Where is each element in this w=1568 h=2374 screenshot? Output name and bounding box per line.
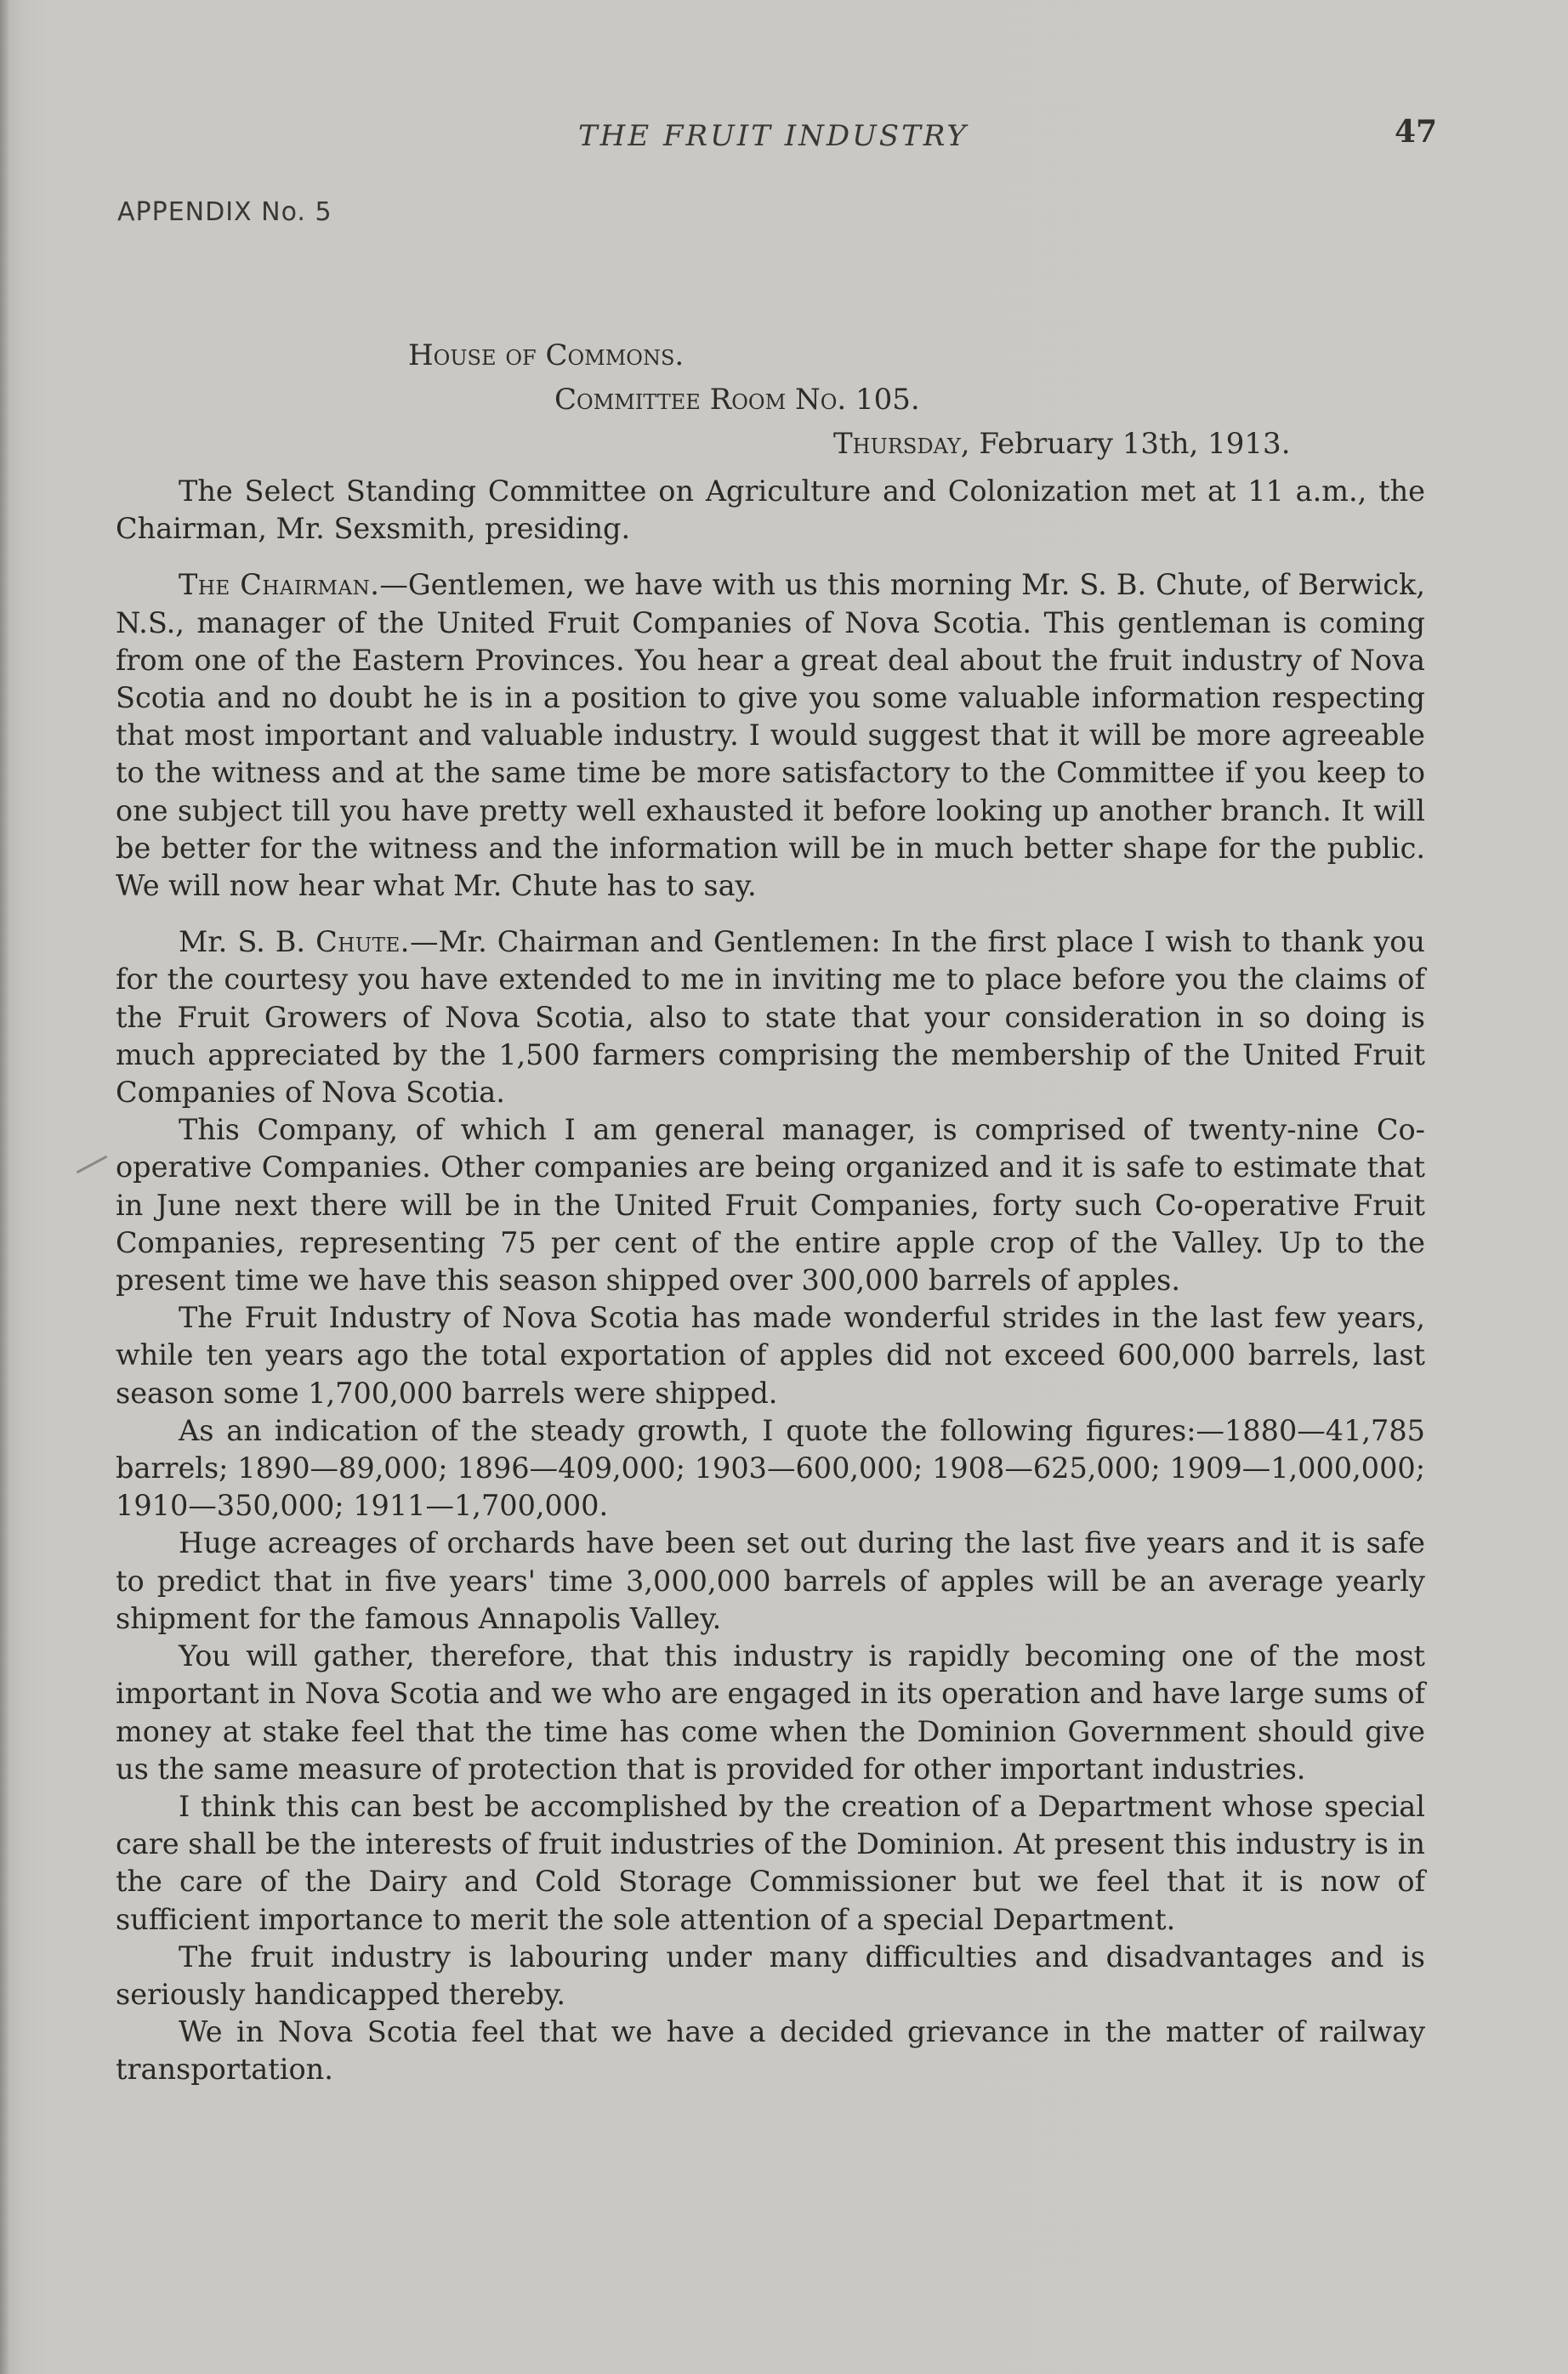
paragraph-department: I think this can best be accomplished by the creation of a Department whose special care shall be the interests of fruit industries of the Dominion. At present this industry is in the care of the Dairy and Cold Storage Commissioner but we feel that it is now of sufficient importance to merit the sole attention of a special Department. [116,1789,1425,1936]
chute-statement: —Mr. Chairman and Gentlemen: In the first place I wish to thank you for the courtesy you have extended to me in inviting me to place before you the claims of the Fruit Growers of Nova Scotia, also to state that your consideration in so doing is much appreciated by the 1,500 farmers comprising the membership of the United Fruit Companies of Nova Scotia. [116,925,1425,1110]
paragraph-chairman [116,566,1425,905]
binding-shadow [0,0,9,2374]
dateline-day: Thursday, [833,427,970,461]
paragraph-opening: The Select Standing Committee on Agriculture and Colonization met at 11 a.m., the Chairman, Mr. Sexsmith, presiding. [116,474,1425,546]
page-number: 47 [1395,114,1438,150]
speaker-chairman: The Chairman. [179,568,380,602]
dateline-house: House of Commons. [408,338,685,372]
dateline-date [833,427,1291,461]
paragraph-figures: As an indication of the steady growth, I quote the following figures:—1880—41,785 barrels; 1890—89,000; 1896—409,000; 1903—600,000; 1908—625,000; 1909—1,000,000; 1910—350,000; 1911—1,700,000. [116,1413,1425,1523]
paragraph-protection: You will gather, therefore, that this industry is rapidly becoming one of the most important in Nova Scotia and we who are engaged in its operation and have large sums of money at stake feel that the time has come when the Dominion Government should give us the same measure of protection that is provided for other important industries. [116,1639,1425,1786]
dateline-date-text: February 13th, 1913. [969,427,1291,461]
paragraph-transportation: We in Nova Scotia feel that we have a decided grievance in the matter of railway transportation. [116,2015,1425,2087]
speaker-prefix: Mr. S. B. [179,925,316,959]
speaker-chute: Chute. [315,925,410,959]
running-title: THE FRUIT INDUSTRY [578,119,969,153]
dateline-room: Committee Room No. 105. [554,383,920,417]
appendix-label: APPENDIX No. 5 [117,197,332,227]
chairman-statement: —Gentlemen, we have with us this morning Mr. S. B. Chute, of Berwick, N.S., manager of the United Fruit Companies of Nova Scotia. This gentleman is coming from one of the Eastern Provinces. You hear a great deal about the fruit industry of Nova Scotia and no doubt he is in a position to give you some valuable information respecting that most important and valuable industry. I would suggest that it will be more agreeable to the witness and at the same time be more satisfactory to the Committee if you keep to one subject till you have pretty well exhausted it before looking up another branch. It will be better for the witness and the information will be in much better shape for the public. We will now hear what Mr. Chute has to say. [116,568,1425,903]
margin-pencil-mark [77,1156,108,1173]
paragraph-difficulties: The fruit industry is labouring under many difficulties and disadvantages and is seriously handicapped thereby. [116,1940,1425,2011]
paragraph-company: This Company, of which I am general manager, is comprised of twenty-nine Co-operative Companies. Other companies are being organized and it is safe to estimate that in June next there will be in the United Fruit Companies, forty such Co-operative Fruit Companies, representing 75 per cent of the entire apple crop of the Valley. Up to the present time we have this season shipped over 300,000 barrels of apples. [116,1113,1425,1298]
paragraph-acreages: Huge acreages of orchards have been set out during the last five years and it is safe to predict that in five years' time 3,000,000 barrels of apples will be an average yearly shipment for the famous Annapolis Valley. [116,1526,1425,1635]
running-head [0,114,1568,162]
body-text [116,473,1425,2089]
paragraph-chute [116,923,1425,1111]
paragraph-strides: The Fruit Industry of Nova Scotia has made wonderful strides in the last few years, while ten years ago the total exportation of apples did not exceed 600,000 barrels, last season some 1,700,000 barrels were shipped. [116,1301,1425,1410]
